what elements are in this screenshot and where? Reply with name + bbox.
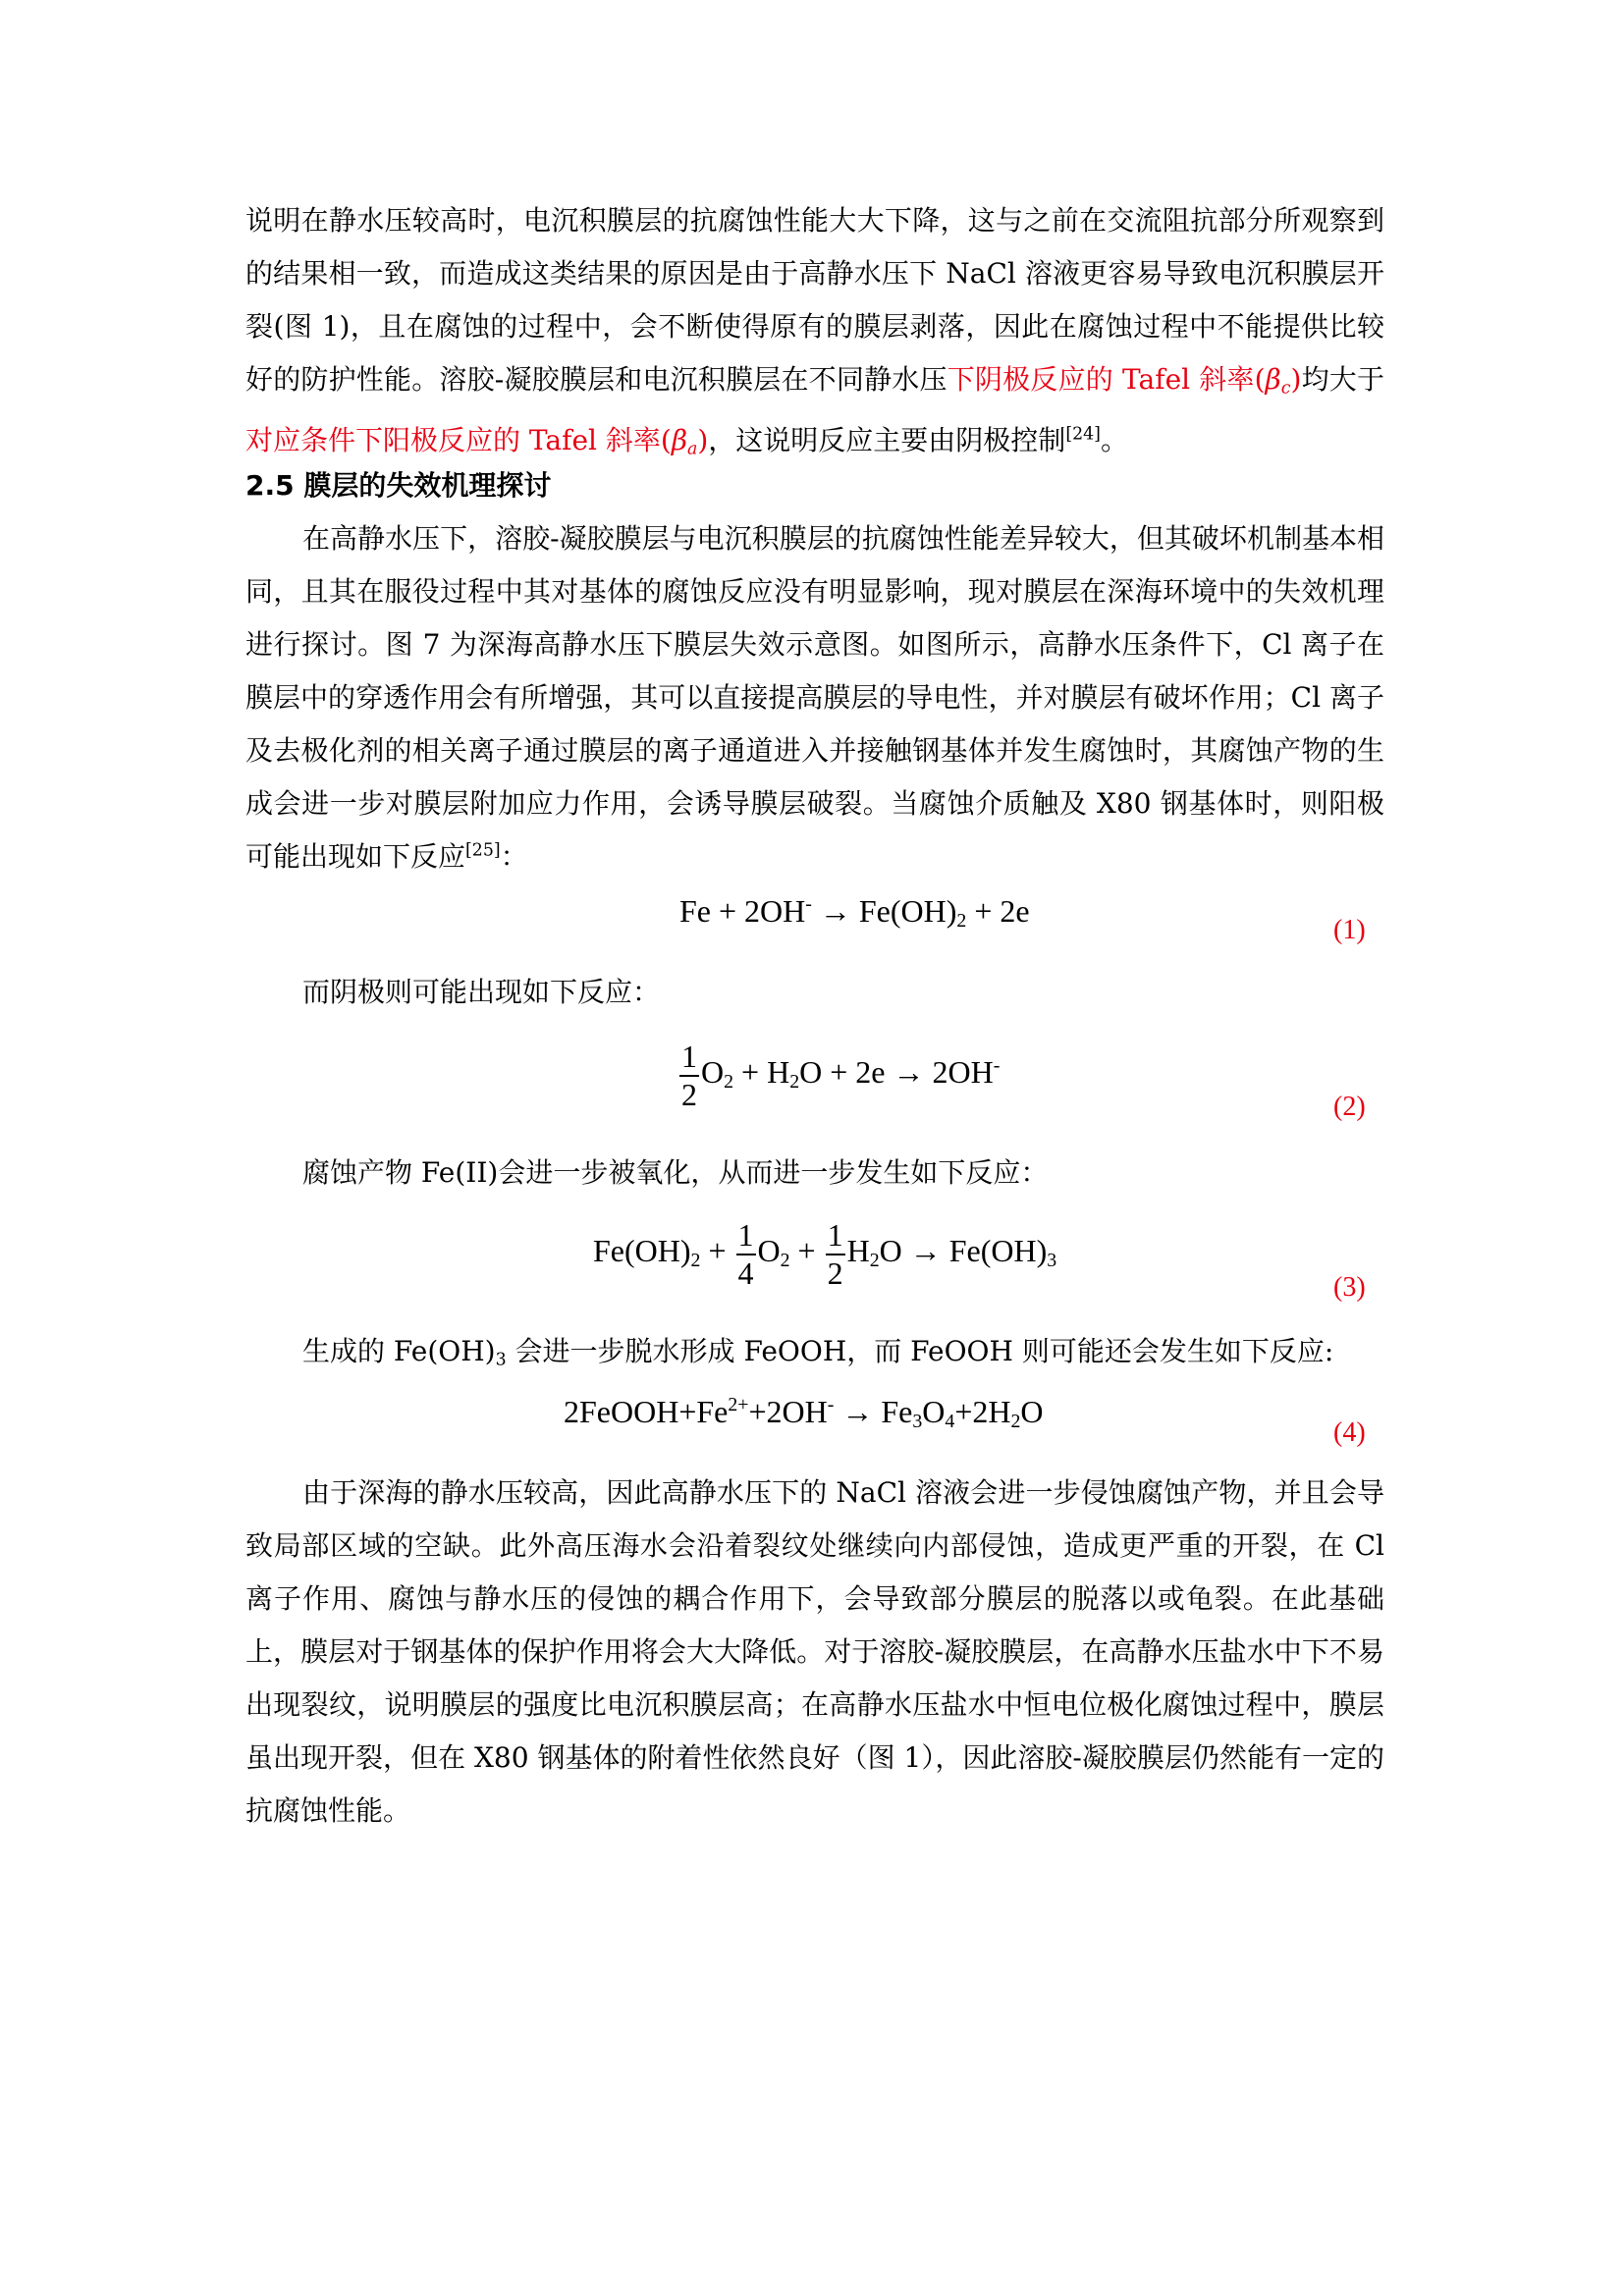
equation-number-3: (3)	[1333, 1272, 1366, 1303]
equation-3: $Fe(OH)_2$ + $\frac{1}{4}$ $O_2$ + $\frac{1}{2}$ $H_2O \to Fe(OH)_3$	[593, 1217, 1057, 1291]
text-cathode-intro: 而阴极则可能出现如下反应：	[302, 976, 661, 1008]
text-run: ，这说明反应主要由阴极控制	[708, 424, 1066, 457]
equation-number-1: (1)	[1333, 915, 1366, 945]
equation-number-2: (2)	[1333, 1092, 1366, 1122]
text-oxidation-intro: 腐蚀产物 Fe(II)会进一步被氧化，从而进一步发生如下反应：	[302, 1156, 1049, 1189]
text-run: 说明在静水压较高时，电沉积膜层的抗腐蚀性能大大下降，这与之前在交流阻抗部分所观察到的结果相一致，而造成这类结果的原因是由于高静水压下 NaCl 溶液更容易导致电沉积膜层开裂(图 1)，且在腐蚀的过程中，会不断使得原有的膜层剥落，因此在腐蚀过程中不能提供比较好的防护性能。溶胶-凝胶膜层和电沉积膜层在不同静水压	[245, 204, 1384, 396]
citation: [24]	[1065, 424, 1101, 445]
fraction: $\frac{1}{2}$	[681, 1039, 697, 1112]
paragraph-tafel-discussion: 说明在静水压较高时，电沉积膜层的抗腐蚀性能大大下降，这与之前在交流阻抗部分所观察到的结果相一致，而造成这类结果的原因是由于高静水压下 NaCl 溶液更容易导致电沉积膜层开裂(图 1)，且在腐蚀的过程中，会不断使得原有的膜层剥落，因此在腐蚀过程中不能提供比较好的防护性能。溶胶-凝胶膜层和电沉积膜层在不同静水压下阴极反应的 Tafel 斜率$(\beta_c)$均大于对应条件下阳极反应的 Tafel 斜率$(\beta_a)$，这说明反应主要由阴极控制[24]。	[245, 204, 1384, 459]
equation-4: $2FeOOH+Fe^{2+}+2OH^- \to Fe_3O_4+2H_2O$	[564, 1394, 1044, 1432]
fraction: $\frac{1}{2}$	[827, 1217, 843, 1291]
text-run: 均大于	[1301, 363, 1384, 396]
text-dehydration-intro: 生成的 $Fe(OH)_3$ 会进一步脱水形成 FeOOH，而 FeOOH 则可能还会发生如下反应:	[302, 1335, 1334, 1370]
section-heading: 2.5 膜层的失效机理探讨	[245, 469, 552, 502]
highlighted-text: 下阴极反应的 Tafel 斜率$(\beta_c)$	[947, 363, 1302, 399]
paragraph-failure-mechanism: 在高静水压下，溶胶-凝胶膜层与电沉积膜层的抗腐蚀性能差异较大，但其破坏机制基本相同，且其在服役过程中其对基体的腐蚀反应没有明显影响，现对膜层在深海环境中的失效机理进行探讨。图 7 为深海高静水压下膜层失效示意图。如图所示，高静水压条件下，Cl 离子在膜层中的穿透作用会有所增强，其可以直接提高膜层的导电性，并对膜层有破坏作用；Cl 离子及去极化剂的相关离子通过膜层的离子通道进入并接触钢基体并发生腐蚀时，其腐蚀产物的生成会进一步对膜层附加应力作用，会诱导膜层破裂。当腐蚀介质触及 X80 钢基体时，则阳极可能出现如下反应[25]：	[245, 522, 1384, 873]
citation: [25]	[465, 840, 501, 861]
equation-1: $Fe + 2OH^- \to Fe(OH)_2 + 2e$	[679, 893, 1030, 932]
equation-2: $\frac{1}{2}$ $O_2 + H_2O + 2e \to 2OH^-$	[681, 1039, 1001, 1112]
equation-number-4: (4)	[1333, 1417, 1366, 1448]
paragraph-deep-sea-effects: 由于深海的静水压较高，因此高静水压下的 NaCl 溶液会进一步侵蚀腐蚀产物，并且会导致局部区域的空缺。此外高压海水会沿着裂纹处继续向内部侵蚀，造成更严重的开裂，在 Cl 离子作用、腐蚀与静水压的侵蚀的耦合作用下，会导致部分膜层的脱落以或龟裂。在此基础上，膜层对于钢基体的保护作用将会大大降低。对于溶胶-凝胶膜层，在高静水压盐水中下不易出现裂纹，说明膜层的强度比电沉积膜层高；在高静水压盐水中恒电位极化腐蚀过程中，膜层虽出现开裂，但在 X80 钢基体的附着性依然良好（图 1），因此溶胶-凝胶膜层仍然能有一定的抗腐蚀性能。	[245, 1476, 1384, 1827]
fraction: $\frac{1}{4}$	[737, 1217, 754, 1291]
highlighted-text: 对应条件下阳极反应的 Tafel 斜率$(\beta_a)$	[245, 424, 709, 459]
